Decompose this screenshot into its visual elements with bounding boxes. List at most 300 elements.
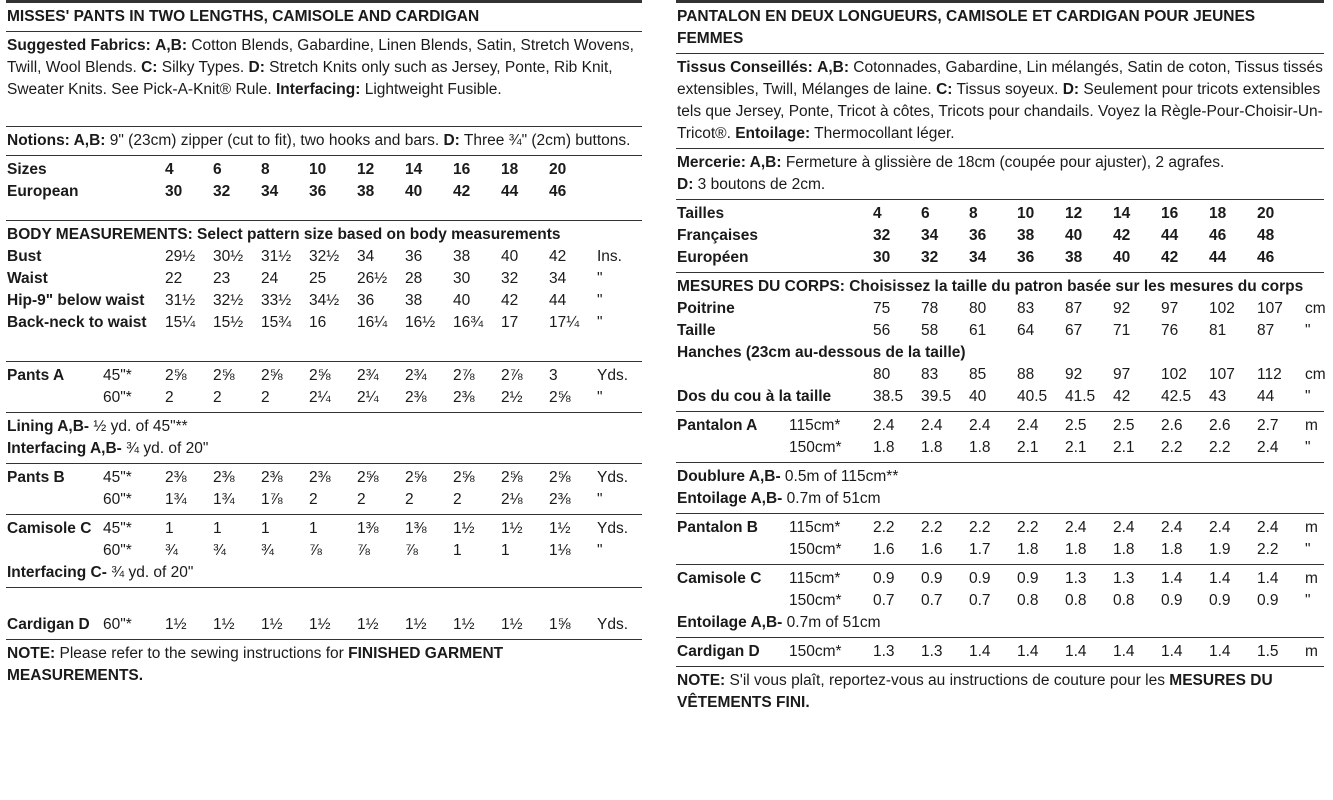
cell-value: 1 bbox=[213, 520, 222, 537]
cell-value: 15½ bbox=[213, 314, 244, 331]
cell-value: 1.6 bbox=[873, 541, 895, 558]
cell-value: 14 bbox=[405, 161, 423, 178]
cell-value: 1.4 bbox=[1161, 570, 1183, 587]
cell-value: 36 bbox=[969, 227, 987, 244]
cell-value: 2.4 bbox=[1257, 519, 1279, 536]
cell-value: 64 bbox=[1017, 322, 1035, 339]
cell-value: 2.2 bbox=[1209, 439, 1231, 456]
measurement-row bbox=[677, 539, 1324, 561]
cell-value: 29½ bbox=[165, 248, 196, 265]
cell-value: 2.2 bbox=[1257, 541, 1279, 558]
measurement-row bbox=[677, 320, 1324, 342]
cell-value: 88 bbox=[1017, 366, 1035, 383]
cell-value: 1.8 bbox=[1065, 541, 1087, 558]
cell-value: 1 bbox=[165, 520, 174, 537]
unit: " bbox=[597, 314, 603, 331]
cell-value: 34½ bbox=[309, 292, 340, 309]
cell-value: 1¾ bbox=[213, 491, 235, 508]
cell-value: ¾ bbox=[213, 542, 226, 559]
english-column bbox=[6, 0, 642, 690]
cell-value: 0.7 bbox=[921, 592, 943, 609]
cell-value: 1.3 bbox=[873, 643, 895, 660]
fabric-width: 60"* bbox=[103, 542, 132, 559]
cell-value: 1.8 bbox=[921, 439, 943, 456]
unit: m bbox=[1305, 519, 1318, 536]
cell-value: 2.2 bbox=[1161, 439, 1183, 456]
cell-value: 102 bbox=[1209, 300, 1235, 317]
row-label: Bust bbox=[7, 248, 42, 265]
cell-value: 34 bbox=[921, 227, 939, 244]
cell-value: 2.7 bbox=[1257, 417, 1279, 434]
cell-value: 1⅜ bbox=[405, 520, 427, 537]
cell-value: 1½ bbox=[165, 616, 187, 633]
left-sizes bbox=[6, 155, 642, 220]
cell-value: 1½ bbox=[501, 616, 523, 633]
cell-value: 0.9 bbox=[1161, 592, 1183, 609]
measurement-row bbox=[7, 268, 642, 290]
cell-value: 0.9 bbox=[1017, 570, 1039, 587]
cell-value: 1 bbox=[501, 542, 510, 559]
cell-value: 42.5 bbox=[1161, 388, 1192, 405]
right-note: NOTE: S'il vous plaît, reportez-vous au instructions de couture pour les MESURES DU VÊTEMENTS FINI. bbox=[676, 666, 1324, 717]
cell-value: 34 bbox=[357, 248, 375, 265]
row-label: Poitrine bbox=[677, 300, 735, 317]
cell-value: 2¼ bbox=[309, 389, 331, 406]
cell-value: 75 bbox=[873, 300, 891, 317]
cell-value: 2.4 bbox=[921, 417, 943, 434]
cell-value: 83 bbox=[1017, 300, 1035, 317]
unit: Yds. bbox=[597, 367, 629, 384]
cell-value: 40 bbox=[969, 388, 987, 405]
unit: m bbox=[1305, 417, 1318, 434]
cell-value: 78 bbox=[921, 300, 939, 317]
cell-value: 46 bbox=[1209, 227, 1227, 244]
measurement-row bbox=[7, 467, 642, 489]
unit: " bbox=[1305, 592, 1311, 609]
cell-value: 2⅛ bbox=[501, 491, 523, 508]
cell-value: 2.2 bbox=[921, 519, 943, 536]
fabric-width: 150cm* bbox=[789, 541, 842, 558]
cell-value: 18 bbox=[501, 161, 519, 178]
cell-value: 1.8 bbox=[873, 439, 895, 456]
cell-value: 0.8 bbox=[1017, 592, 1039, 609]
unit: m bbox=[1305, 643, 1318, 660]
cell-value: 42 bbox=[1113, 227, 1131, 244]
row-label: Tailles bbox=[677, 205, 725, 222]
right-pants-a-rows bbox=[677, 415, 1324, 459]
cell-value: 1 bbox=[309, 520, 318, 537]
right-camisole-rows bbox=[677, 568, 1324, 612]
cell-value: 1.5 bbox=[1257, 643, 1279, 660]
cell-value: 102 bbox=[1161, 366, 1187, 383]
cell-value: 31½ bbox=[261, 248, 292, 265]
right-cardigan-rows bbox=[677, 641, 1324, 663]
row-label: Camisole C bbox=[677, 570, 762, 587]
right-interfacing-ab-line: Entoilage A,B- 0.7m of 51cm bbox=[677, 490, 881, 507]
cell-value: 42 bbox=[453, 183, 471, 200]
left-body-rows bbox=[7, 246, 642, 334]
measurement-row bbox=[677, 641, 1324, 663]
cell-value: 48 bbox=[1257, 227, 1275, 244]
cell-value: 8 bbox=[261, 161, 270, 178]
cell-value: 2⅝ bbox=[549, 389, 571, 406]
cell-value: 38 bbox=[453, 248, 471, 265]
cell-value: 40.5 bbox=[1017, 388, 1048, 405]
cell-value: 1.3 bbox=[1065, 570, 1087, 587]
cell-value: 38 bbox=[357, 183, 375, 200]
cell-value: 83 bbox=[921, 366, 939, 383]
left-sizes-rows bbox=[7, 159, 642, 203]
size-row bbox=[7, 181, 642, 203]
cell-value: 85 bbox=[969, 366, 987, 383]
cell-value: 0.9 bbox=[921, 570, 943, 587]
cell-value: 39.5 bbox=[921, 388, 952, 405]
cell-value: 1.8 bbox=[969, 439, 991, 456]
cell-value: ¾ bbox=[261, 542, 274, 559]
left-camisole bbox=[6, 514, 642, 587]
cell-value: 2.2 bbox=[969, 519, 991, 536]
cell-value: 1.4 bbox=[1209, 643, 1231, 660]
right-pants-b bbox=[676, 513, 1324, 564]
cell-value: 42 bbox=[549, 248, 567, 265]
left-body-title: BODY MEASUREMENTS: Select pattern size based on body measurements bbox=[7, 226, 561, 243]
cell-value: 38 bbox=[1065, 249, 1083, 266]
left-body-measurements bbox=[6, 220, 642, 361]
cell-value: 2⅝ bbox=[309, 367, 331, 384]
cell-value: 1.4 bbox=[1065, 643, 1087, 660]
cell-value: 2 bbox=[357, 491, 366, 508]
cell-value: 25 bbox=[309, 270, 327, 287]
measurement-row bbox=[7, 312, 642, 334]
cell-value: 1½ bbox=[549, 520, 571, 537]
cell-value: 2⅞ bbox=[501, 367, 523, 384]
cell-value: 4 bbox=[165, 161, 174, 178]
cell-value: 2.4 bbox=[1017, 417, 1039, 434]
cell-value: 6 bbox=[213, 161, 222, 178]
cell-value: 1.8 bbox=[1017, 541, 1039, 558]
row-label: Françaises bbox=[677, 227, 758, 244]
cell-value: 16¾ bbox=[453, 314, 484, 331]
unit: cm bbox=[1305, 300, 1326, 317]
cell-value: 32 bbox=[873, 227, 891, 244]
cell-value: 2⅞ bbox=[453, 367, 475, 384]
cell-value: 41.5 bbox=[1065, 388, 1096, 405]
cell-value: 97 bbox=[1161, 300, 1179, 317]
cell-value: 92 bbox=[1113, 300, 1131, 317]
cell-value: 1.4 bbox=[969, 643, 991, 660]
cell-value: 14 bbox=[1113, 205, 1131, 222]
cell-value: 71 bbox=[1113, 322, 1131, 339]
right-fabrics: Tissus Conseillés: A,B: Cotonnades, Gabardine, Lin mélangés, Satin de coton, Tissus tissés extensibles, Twill, Mélanges de laine. C: Tissus soyeux. D: Seulement pour tricots extensibles tels que Jersey, Ponte, Tricot à côtes, Tricots pour chandails. Voyez la Règle-Pour-Choisir-Un-Tricot®. Entoilage: Thermocollant léger. bbox=[676, 53, 1324, 148]
right-body-rows bbox=[677, 298, 1324, 342]
fabric-width: 60"* bbox=[103, 616, 132, 633]
row-label: Taille bbox=[677, 322, 716, 339]
measurement-row bbox=[7, 246, 642, 268]
cell-value: 1 bbox=[261, 520, 270, 537]
cell-value: 87 bbox=[1065, 300, 1083, 317]
right-notions: Mercerie: A,B: Fermeture à glissière de 18cm (coupée pour ajuster), 2 agrafes. D: 3 boutons de 2cm. bbox=[676, 148, 1324, 199]
cell-value: 1.4 bbox=[1209, 570, 1231, 587]
cell-value: 42 bbox=[501, 292, 519, 309]
cell-value: 1½ bbox=[501, 520, 523, 537]
cell-value: 2 bbox=[213, 389, 222, 406]
cell-value: 17¼ bbox=[549, 314, 580, 331]
cell-value: 2.4 bbox=[1257, 439, 1279, 456]
cell-value: ⅞ bbox=[357, 542, 370, 559]
fabric-width: 150cm* bbox=[789, 643, 842, 660]
cell-value: 15¼ bbox=[165, 314, 196, 331]
cell-value: 15¾ bbox=[261, 314, 292, 331]
cell-value: 80 bbox=[969, 300, 987, 317]
cell-value: 0.7 bbox=[969, 592, 991, 609]
cell-value: 2.1 bbox=[1065, 439, 1087, 456]
right-interfacing-c-line: Entoilage A,B- 0.7m of 51cm bbox=[677, 614, 881, 631]
measurement-row bbox=[677, 298, 1324, 320]
cell-value: 2.1 bbox=[1017, 439, 1039, 456]
cell-value: 12 bbox=[1065, 205, 1083, 222]
row-label: Cardigan D bbox=[677, 643, 760, 660]
left-fabrics: Suggested Fabrics: A,B: Cotton Blends, Gabardine, Linen Blends, Satin, Stretch Wovens, Twill, Wool Blends. C: Silky Types. D: Stretch Knits only such as Jersey, Ponte, Rib Knit, Sweater Knits. See Pick-A-Knit® Rule. Interfacing: Lightweight Fusible. bbox=[6, 31, 642, 126]
left-interfacing-ab-line: Interfacing A,B- ¾ yd. of 20" bbox=[7, 440, 209, 457]
measurement-row bbox=[677, 415, 1324, 437]
fabric-width: 150cm* bbox=[789, 592, 842, 609]
cell-value: 2⅜ bbox=[213, 469, 235, 486]
cell-value: 2⅝ bbox=[453, 469, 475, 486]
left-pants-b bbox=[6, 463, 642, 514]
cell-value: 2.4 bbox=[873, 417, 895, 434]
right-pants-b-rows bbox=[677, 517, 1324, 561]
cell-value: 43 bbox=[1209, 388, 1227, 405]
cell-value: 36 bbox=[357, 292, 375, 309]
left-note: NOTE: Please refer to the sewing instructions for FINISHED GARMENT MEASUREMENTS. bbox=[6, 639, 642, 690]
row-label: Pantalon B bbox=[677, 519, 758, 536]
cell-value: 34 bbox=[969, 249, 987, 266]
cell-value: 32 bbox=[921, 249, 939, 266]
cell-value: 2.1 bbox=[1113, 439, 1135, 456]
cell-value: 2⅝ bbox=[213, 367, 235, 384]
unit: m bbox=[1305, 570, 1318, 587]
cell-value: 16¼ bbox=[357, 314, 388, 331]
row-label: Waist bbox=[7, 270, 48, 287]
cell-value: 2⅝ bbox=[165, 367, 187, 384]
cell-value: 81 bbox=[1209, 322, 1227, 339]
cell-value: 2.4 bbox=[1209, 519, 1231, 536]
cell-value: 2⅝ bbox=[261, 367, 283, 384]
right-sizes-rows bbox=[677, 203, 1324, 269]
cell-value: 2⅝ bbox=[357, 469, 379, 486]
unit: " bbox=[597, 542, 603, 559]
cell-value: 107 bbox=[1257, 300, 1283, 317]
cell-value: 38 bbox=[405, 292, 423, 309]
cell-value: 32½ bbox=[309, 248, 340, 265]
cell-value: 1.3 bbox=[921, 643, 943, 660]
cell-value: 2¾ bbox=[357, 367, 379, 384]
fabric-width: 60"* bbox=[103, 389, 132, 406]
cell-value: 20 bbox=[1257, 205, 1275, 222]
cell-value: 80 bbox=[873, 366, 891, 383]
cell-value: 1⅛ bbox=[549, 542, 571, 559]
cell-value: 1.8 bbox=[1113, 541, 1135, 558]
cell-value: 0.8 bbox=[1113, 592, 1135, 609]
cell-value: 44 bbox=[501, 183, 519, 200]
cell-value: 2⅝ bbox=[549, 469, 571, 486]
cell-value: 36 bbox=[1017, 249, 1035, 266]
measurement-row bbox=[677, 437, 1324, 459]
cell-value: 16 bbox=[309, 314, 327, 331]
fabric-width: 60"* bbox=[103, 491, 132, 508]
measurement-row bbox=[677, 386, 1324, 408]
cell-value: 2.2 bbox=[873, 519, 895, 536]
cell-value: 2⅜ bbox=[165, 469, 187, 486]
cell-value: 1½ bbox=[405, 616, 427, 633]
cell-value: 26½ bbox=[357, 270, 388, 287]
left-pants-b-rows bbox=[7, 467, 642, 511]
cell-value: 42 bbox=[1113, 388, 1131, 405]
measurement-row bbox=[677, 517, 1324, 539]
measurement-row bbox=[7, 489, 642, 511]
cell-value: 36 bbox=[405, 248, 423, 265]
unit: Yds. bbox=[597, 616, 629, 633]
fabric-width: 115cm* bbox=[789, 519, 841, 536]
cell-value: ¾ bbox=[165, 542, 178, 559]
right-cardigan bbox=[676, 637, 1324, 666]
cell-value: 0.9 bbox=[1209, 592, 1231, 609]
unit: " bbox=[1305, 541, 1311, 558]
measurement-row bbox=[677, 364, 1324, 386]
row-label: Pantalon A bbox=[677, 417, 758, 434]
cell-value: 61 bbox=[969, 322, 987, 339]
cell-value: 30 bbox=[453, 270, 471, 287]
cell-value: 2.4 bbox=[1161, 519, 1183, 536]
cell-value: 1.4 bbox=[1113, 643, 1135, 660]
cell-value: 44 bbox=[549, 292, 567, 309]
cell-value: 2 bbox=[405, 491, 414, 508]
right-body-title: MESURES DU CORPS: Choisissez la taille du patron basée sur les mesures du corps bbox=[677, 278, 1304, 295]
cell-value: 2⅝ bbox=[405, 469, 427, 486]
unit: " bbox=[597, 270, 603, 287]
measurement-row bbox=[677, 590, 1324, 612]
cell-value: 2.2 bbox=[1017, 519, 1039, 536]
cell-value: 16 bbox=[453, 161, 471, 178]
cell-value: 34 bbox=[261, 183, 279, 200]
cell-value: 1⅞ bbox=[261, 491, 283, 508]
fabric-width: 115cm* bbox=[789, 570, 841, 587]
cell-value: 1½ bbox=[261, 616, 283, 633]
left-camisole-rows bbox=[7, 518, 642, 562]
cell-value: 2¾ bbox=[405, 367, 427, 384]
row-label: Dos du cou à la taille bbox=[677, 388, 832, 405]
unit: " bbox=[1305, 439, 1311, 456]
cell-value: 0.9 bbox=[873, 570, 895, 587]
cell-value: 1.3 bbox=[1113, 570, 1135, 587]
cell-value: 32½ bbox=[213, 292, 244, 309]
cell-value: 20 bbox=[549, 161, 567, 178]
cell-value: 0.9 bbox=[969, 570, 991, 587]
cell-value: 2⅜ bbox=[261, 469, 283, 486]
cell-value: 1.4 bbox=[1257, 570, 1279, 587]
row-label: Hip-9" below waist bbox=[7, 292, 145, 309]
cell-value: 2.4 bbox=[1065, 519, 1087, 536]
cell-value: 16 bbox=[1161, 205, 1179, 222]
right-hanches-row bbox=[677, 364, 1324, 386]
cell-value: 38 bbox=[1017, 227, 1035, 244]
cell-value: 42 bbox=[1161, 249, 1179, 266]
cell-value: 1.4 bbox=[1161, 643, 1183, 660]
cell-value: 0.7 bbox=[873, 592, 895, 609]
cell-value: 107 bbox=[1209, 366, 1235, 383]
cell-value: 44 bbox=[1257, 388, 1275, 405]
cell-value: 1¾ bbox=[165, 491, 187, 508]
cell-value: 44 bbox=[1209, 249, 1227, 266]
cell-value: 2¼ bbox=[357, 389, 379, 406]
measurement-row bbox=[7, 387, 642, 409]
unit: " bbox=[597, 389, 603, 406]
cell-value: 1½ bbox=[309, 616, 331, 633]
french-column bbox=[676, 0, 1324, 717]
cell-value: 2⅜ bbox=[309, 469, 331, 486]
measurement-row bbox=[7, 365, 642, 387]
row-label: European bbox=[7, 183, 79, 200]
cell-value: 2.6 bbox=[1161, 417, 1183, 434]
size-row bbox=[677, 247, 1324, 269]
cell-value: 2 bbox=[309, 491, 318, 508]
left-pants-a bbox=[6, 361, 642, 412]
cell-value: 32 bbox=[501, 270, 519, 287]
cell-value: 2⅜ bbox=[405, 389, 427, 406]
unit: cm bbox=[1305, 366, 1326, 383]
right-pants-a bbox=[676, 411, 1324, 462]
measurement-row bbox=[7, 540, 642, 562]
cell-value: 1½ bbox=[357, 616, 379, 633]
cell-value: 2.5 bbox=[1113, 417, 1135, 434]
cell-value: 2.4 bbox=[1113, 519, 1135, 536]
row-label: Sizes bbox=[7, 161, 47, 178]
cell-value: 44 bbox=[1161, 227, 1179, 244]
cell-value: 2 bbox=[165, 389, 174, 406]
unit: " bbox=[1305, 388, 1311, 405]
cell-value: 97 bbox=[1113, 366, 1131, 383]
cell-value: 1⅝ bbox=[549, 616, 571, 633]
fabric-width: 45"* bbox=[103, 520, 132, 537]
cell-value: 2⅝ bbox=[501, 469, 523, 486]
size-row bbox=[677, 203, 1324, 225]
cell-value: 33½ bbox=[261, 292, 292, 309]
size-row bbox=[677, 225, 1324, 247]
unit: Yds. bbox=[597, 520, 629, 537]
cell-value: 1.4 bbox=[1017, 643, 1039, 660]
row-label: Pants A bbox=[7, 367, 65, 384]
right-hanches-label: Hanches (23cm au-dessous de la taille) bbox=[677, 344, 966, 361]
measurement-row bbox=[677, 568, 1324, 590]
cell-value: 30 bbox=[165, 183, 183, 200]
cell-value: 1.6 bbox=[921, 541, 943, 558]
cell-value: 10 bbox=[1017, 205, 1035, 222]
measurement-row bbox=[7, 614, 642, 636]
measurement-row bbox=[7, 290, 642, 312]
fabric-width: 45"* bbox=[103, 367, 132, 384]
cell-value: 67 bbox=[1065, 322, 1083, 339]
size-row bbox=[7, 159, 642, 181]
right-body-measurements bbox=[676, 272, 1324, 411]
left-notions: Notions: A,B: 9" (23cm) zipper (cut to fit), two hooks and bars. D: Three ¾" (2cm) buttons. bbox=[6, 126, 642, 155]
cell-value: 2⅜ bbox=[549, 491, 571, 508]
cell-value: 2.6 bbox=[1209, 417, 1231, 434]
cell-value: 46 bbox=[549, 183, 567, 200]
row-label: Camisole C bbox=[7, 520, 92, 537]
cell-value: 18 bbox=[1209, 205, 1227, 222]
cell-value: 16½ bbox=[405, 314, 436, 331]
unit: " bbox=[597, 491, 603, 508]
